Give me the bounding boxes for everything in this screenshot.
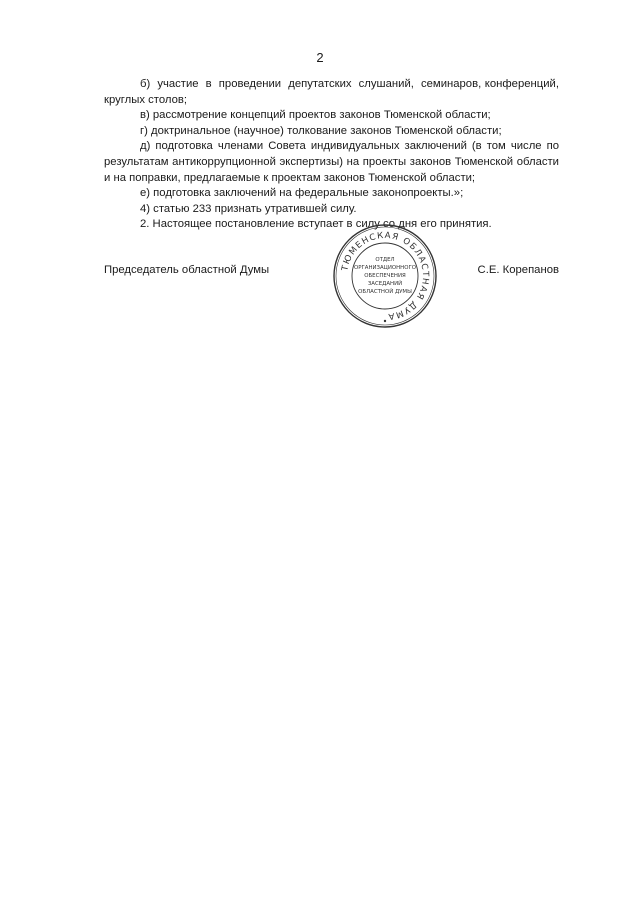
stamp-dot	[384, 320, 386, 322]
paragraph-v: в) рассмотрение концепций проектов законов Тюменской области;	[140, 109, 491, 122]
stamp-inner-line-5: ОБЛАСТНОЙ ДУМЫ	[358, 289, 412, 295]
stamp-inner-line-2: ОРГАНИЗАЦИОННОГО	[353, 265, 417, 271]
paragraph-article-233: 4) статью 233 признать утратившей силу.	[140, 202, 357, 215]
stamp-inner-line-4: ЗАСЕДАНИЙ	[367, 281, 403, 287]
paragraph-b: б) участие в проведении депутатских слушаний, семинаров, конференций, круглых столов;	[104, 78, 559, 106]
paragraph-d: д) подготовка членами Совета индивидуальных заключений (в том числе по результатам антикоррупционной экспертизы) на проекты законов Тюменской области и на поправки, предлагаемые к проектам законов Тюменской области;	[104, 140, 559, 184]
stamp-outer-text: ТЮМЕНСКАЯ ОБЛАСТНАЯ ДУМА	[340, 230, 431, 322]
stamp-inner-line-1: ОТДЕЛ	[375, 257, 395, 263]
signatory-name: С.Е. Корепанов	[477, 264, 559, 276]
page-number: 2	[316, 50, 324, 65]
stamp-inner-text	[354, 257, 416, 295]
document-body	[104, 77, 559, 233]
paragraph-g: г) доктринальное (научное) толкование законов Тюменской области;	[140, 124, 502, 137]
stamp-inner-line-3: ОБЕСПЕЧЕНИЯ	[364, 273, 406, 279]
paragraph-e: е) подготовка заключений на федеральные законопроекты.»;	[140, 187, 464, 200]
paragraph-effective-date: 2. Настоящее постановление вступает в силу со дня его принятия.	[140, 218, 492, 231]
official-stamp	[332, 223, 438, 329]
signatory-position: Председатель областной Думы	[104, 264, 270, 276]
